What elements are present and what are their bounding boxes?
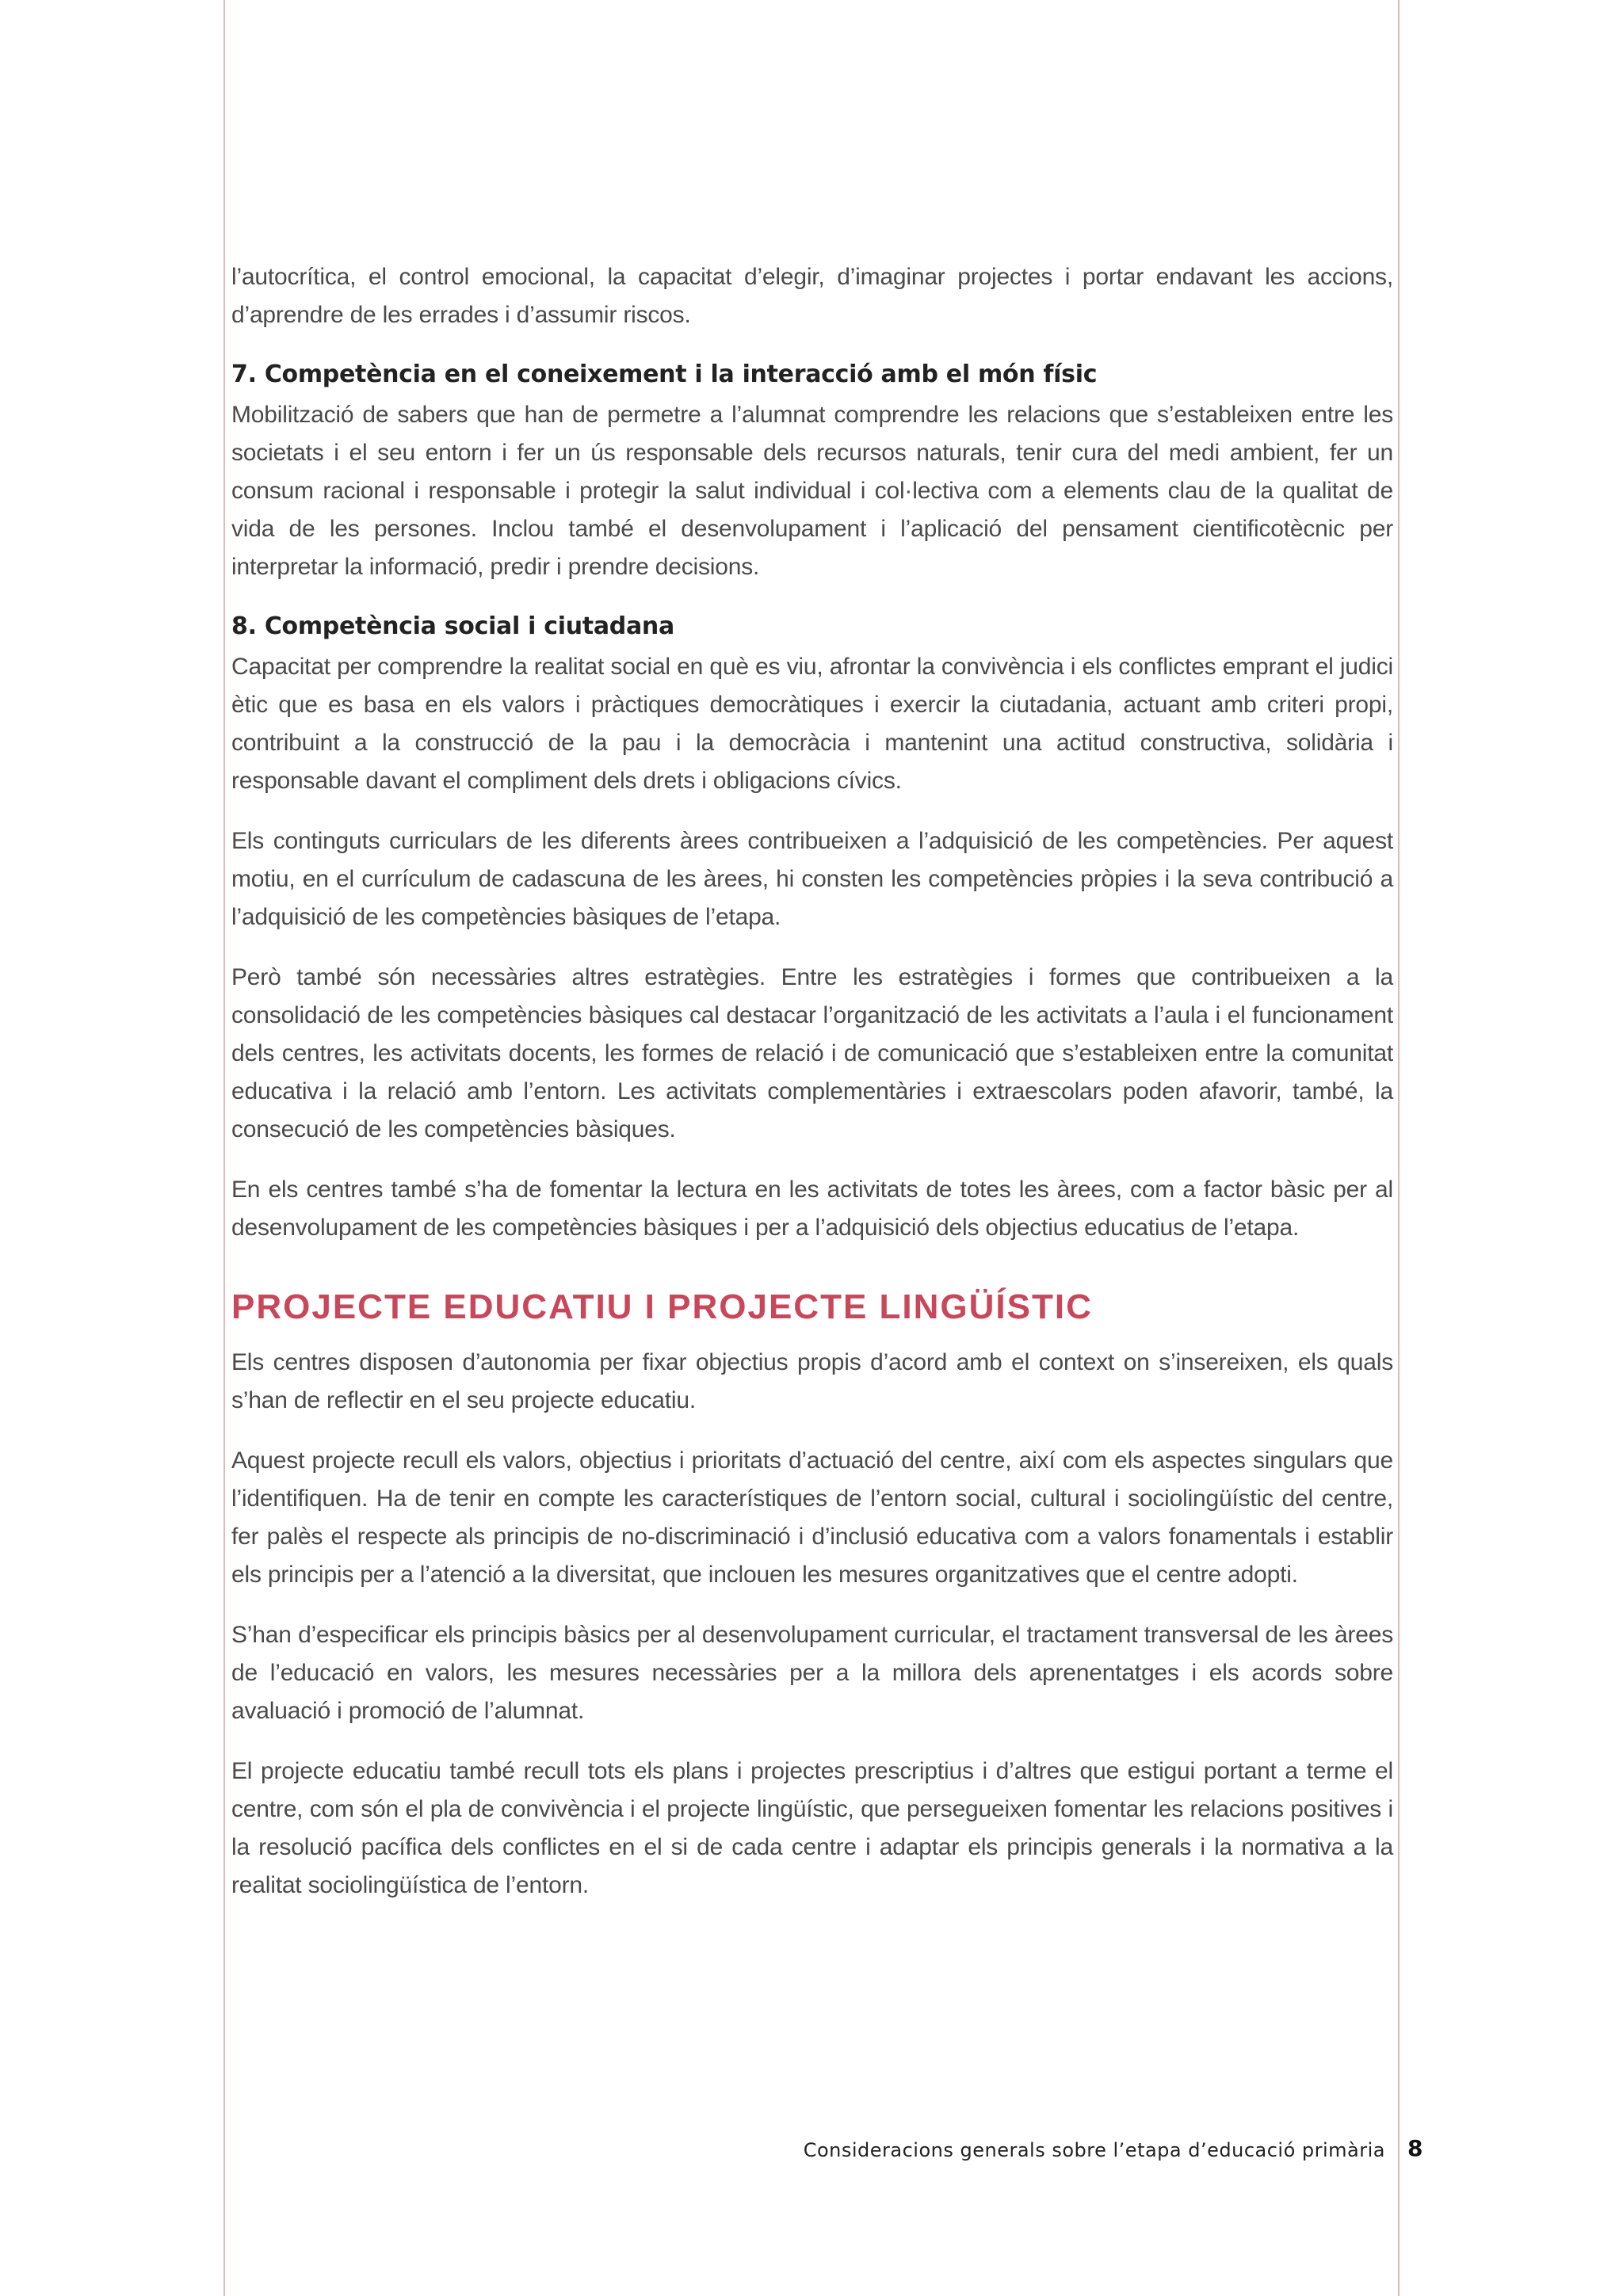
paragraph-lectura: En els centres també s’ha de fomentar la lectura en les activitats de totes les àrees, com a factor bàsic per al desenvolupament de les competències bàsiques i per a l’adquisició dels objectius educatius de l’etapa. xyxy=(231,1177,1393,1241)
paragraph-principis-basics: S’han d’especificar els principis bàsics per al desenvolupament curricular, el tractament transversal de les àrees de l’educació en valors, les mesures necessàries per a la millora dels aprenentatges i els acords sobre avaluació i promoció de l’alumnat. xyxy=(231,1622,1393,1724)
paragraph-altres-estrategies: Però també són necessàries altres estratègies. Entre les estratègies i formes que contribueixen a la consolidació de les competències bàsiques cal destacar l’organització de les activitats a l’aula i el funcionament dels centres, les activitats docents, les formes de relació i de comunicació que s’estableixen entre la comunitat educativa i la relació amb l’entorn. Les activitats complementàries i extraescolars poden afavorir, també, la consecució de les competències bàsiques. xyxy=(231,964,1393,1142)
right-margin-rule xyxy=(1398,0,1400,2296)
heading-competencia-7: 7. Competència en el coneixement i la interacció amb el món físic xyxy=(231,360,1098,388)
page-content xyxy=(231,258,1393,1927)
running-footer-title: Consideracions generals sobre l’etapa d’educació primària xyxy=(803,2139,1385,2161)
paragraph-competencia-7: Mobilització de sabers que han de permetre a l’alumnat comprendre les relacions que s’estableixen entre les societats i el seu entorn i fer un ús responsable dels recursos naturals, tenir cura del medi ambient, fer un consum racional i responsable i protegir la salut individual i col·lectiva com a elements clau de la qualitat de vida de les persones. Inclou també el desenvolupament i l’aplicació del pensament cientificotècnic per interpretar la informació, predir i prendre decisions. xyxy=(231,402,1393,580)
page-number: 8 xyxy=(1407,2135,1423,2161)
heading-competencia-8: 8. Competència social i ciutadana xyxy=(231,612,674,640)
paragraph-autocritica: l’autocrítica, el control emocional, la capacitat d’elegir, d’imaginar projectes i portar endavant les accions, d’aprendre de les errades i d’assumir riscos. xyxy=(231,264,1393,328)
paragraph-valors-objectius: Aquest projecte recull els valors, objectius i prioritats d’actuació del centre, així com els aspectes singulars que l’identifiquen. Ha de tenir en compte les característiques de l’entorn social, cultural i sociolingüístic del centre, fer palès el respecte als principis de no-discriminació i d’inclusió educativa com a valors fonamentals i establir els principis per a l’atenció a la diversitat, que inclouen les mesures organitzatives que el centre adopti. xyxy=(231,1447,1393,1588)
paragraph-continguts-curriculars: Els continguts curriculars de les diferents àrees contribueixen a l’adquisició de les competències. Per aquest motiu, en el currículum de cadascuna de les àrees, hi consten les competències pròpies i la seva contribució a l’adquisició de les competències bàsiques de l’etapa. xyxy=(231,828,1393,930)
paragraph-competencia-8: Capacitat per comprendre la realitat social en què es viu, afrontar la convivència i els conflictes emprant el judici ètic que es basa en els valors i pràctiques democràtiques i exercir la ciutadania, actuant amb criteri propi, contribuint a la construcció de la pau i la democràcia i mantenint una actitud constructiva, solidària i responsable davant el compliment dels drets i obligacions cívics. xyxy=(231,654,1393,794)
left-margin-rule xyxy=(223,0,225,2296)
paragraph-plans-projectes: El projecte educatiu també recull tots els plans i projectes prescriptius i d’altres que estigui portant a terme el centre, com són el pla de convivència i el projecte lingüístic, que persegueixen fomentar les relacions positives i la resolució pacífica dels conflictes en el si de cada centre i adaptar els principis generals i la normativa a la realitat sociolingüística de l’entorn. xyxy=(231,1758,1393,1898)
paragraph-autonomia-centres: Els centres disposen d’autonomia per fixar objectius propis d’acord amb el context on s’insereixen, els quals s’han de reflectir en el seu projecte educatiu. xyxy=(231,1349,1393,1413)
section-title-projecte-educatiu: PROJECTE EDUCATIU I PROJECTE LINGÜÍSTIC xyxy=(231,1287,1093,1326)
